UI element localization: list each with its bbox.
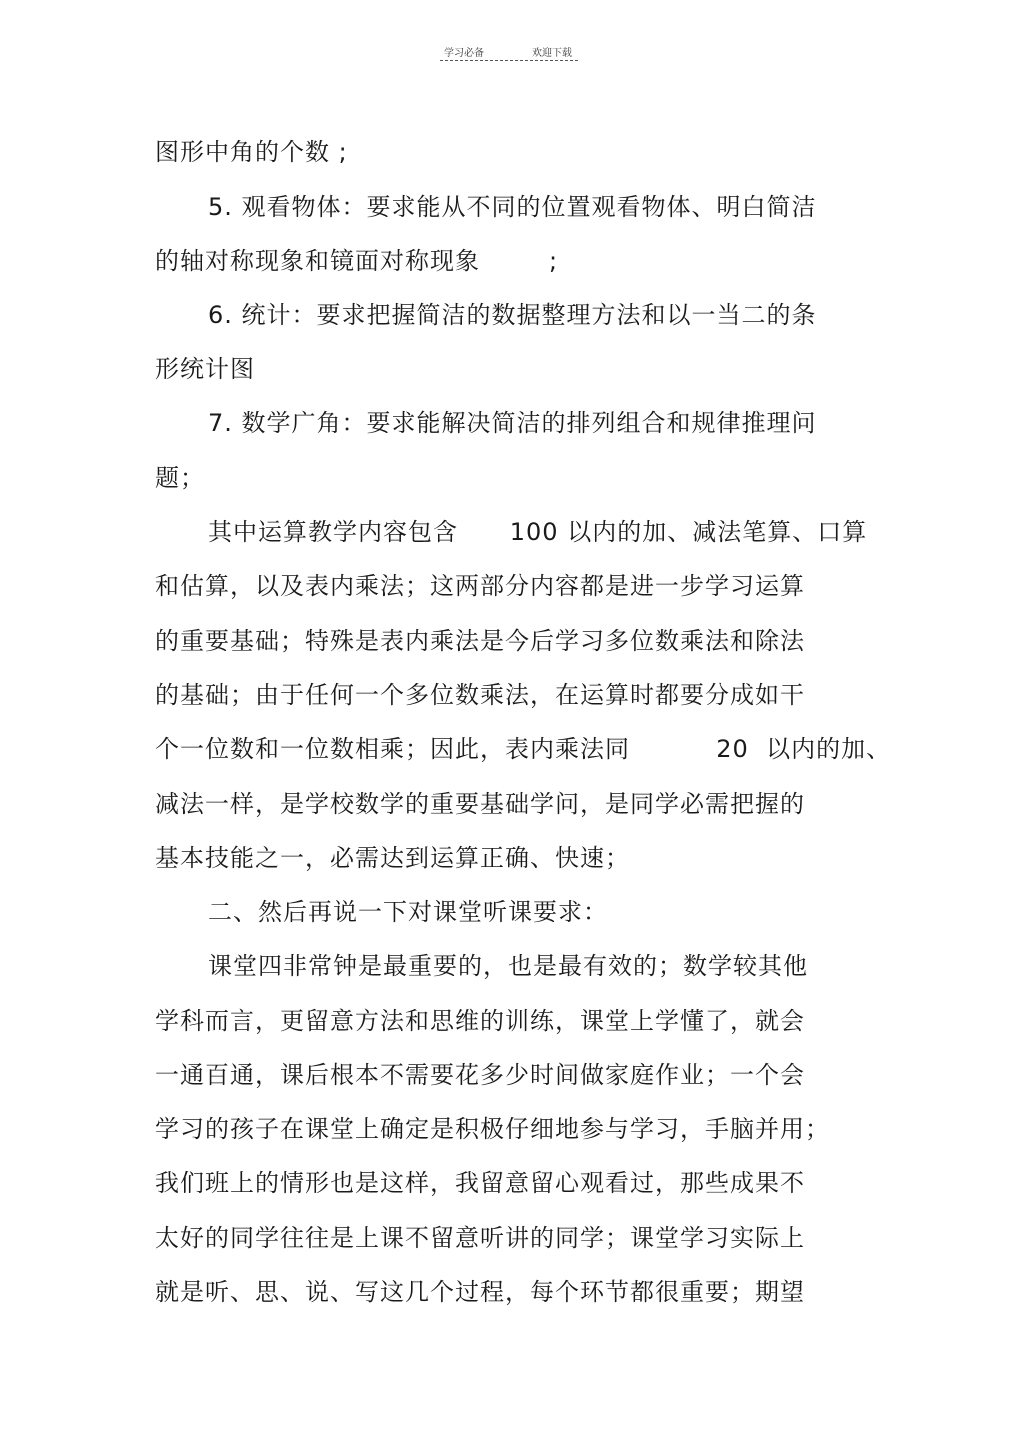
header-right-text: 欢迎下载: [532, 48, 572, 59]
page-header: [440, 42, 580, 62]
text-line: 5. 观看物体：要求能从不同的位置观看物体、明白简洁: [208, 193, 817, 221]
text-line: 题；: [155, 464, 205, 492]
text-line: 的重要基础；特殊是表内乘法是今后学习多位数乘法和除法: [155, 627, 805, 655]
text-line: 个一位数和一位数相乘；因此，表内乘法同 20 以内的加、: [155, 735, 892, 763]
header-divider: [440, 60, 578, 61]
text-line: 的基础；由于任何一个多位数乘法，在运算时都要分成如干: [155, 681, 805, 709]
text-line: 学习的孩子在课堂上确定是积极仔细地参与学习，手脑并用；: [155, 1115, 830, 1143]
text-line: 太好的同学往往是上课不留意听讲的同学；课堂学习实际上: [155, 1224, 805, 1252]
text-line: 图形中角的个数 ;: [155, 138, 348, 166]
text-line: 7. 数学广角：要求能解决简洁的排列组合和规律推理问: [208, 409, 817, 437]
text-line: 我们班上的情形也是这样，我留意留心观看过，那些成果不: [155, 1169, 805, 1197]
header-left-text: 学习必备: [444, 48, 484, 59]
text-line: 就是听、思、说、写这几个过程，每个环节都很重要；期望: [155, 1278, 805, 1306]
text-line: 二、然后再说一下对课堂听课要求：: [208, 898, 608, 926]
text-line: 减法一样，是学校数学的重要基础学问，是同学必需把握的: [155, 790, 805, 818]
text-line: 和估算，以及表内乘法；这两部分内容都是进一步学习运算: [155, 572, 805, 600]
text-line: 基本技能之一，必需达到运算正确、快速；: [155, 844, 630, 872]
text-line: 学科而言，更留意方法和思维的训练，课堂上学懂了，就会: [155, 1007, 805, 1035]
text-line: 形统计图: [155, 355, 255, 383]
text-line: 课堂四非常钟是最重要的，也是最有效的；数学较其他: [208, 952, 808, 980]
text-line: 一通百通，课后根本不需要花多少时间做家庭作业；一个会: [155, 1061, 805, 1089]
text-line: 6. 统计：要求把握简洁的数据整理方法和以一当二的条: [208, 301, 817, 329]
text-line: 其中运算教学内容包含 100 以内的加、减法笔算、口算: [208, 518, 868, 546]
text-line: 的轴对称现象和镜面对称现象 ;: [155, 247, 559, 275]
